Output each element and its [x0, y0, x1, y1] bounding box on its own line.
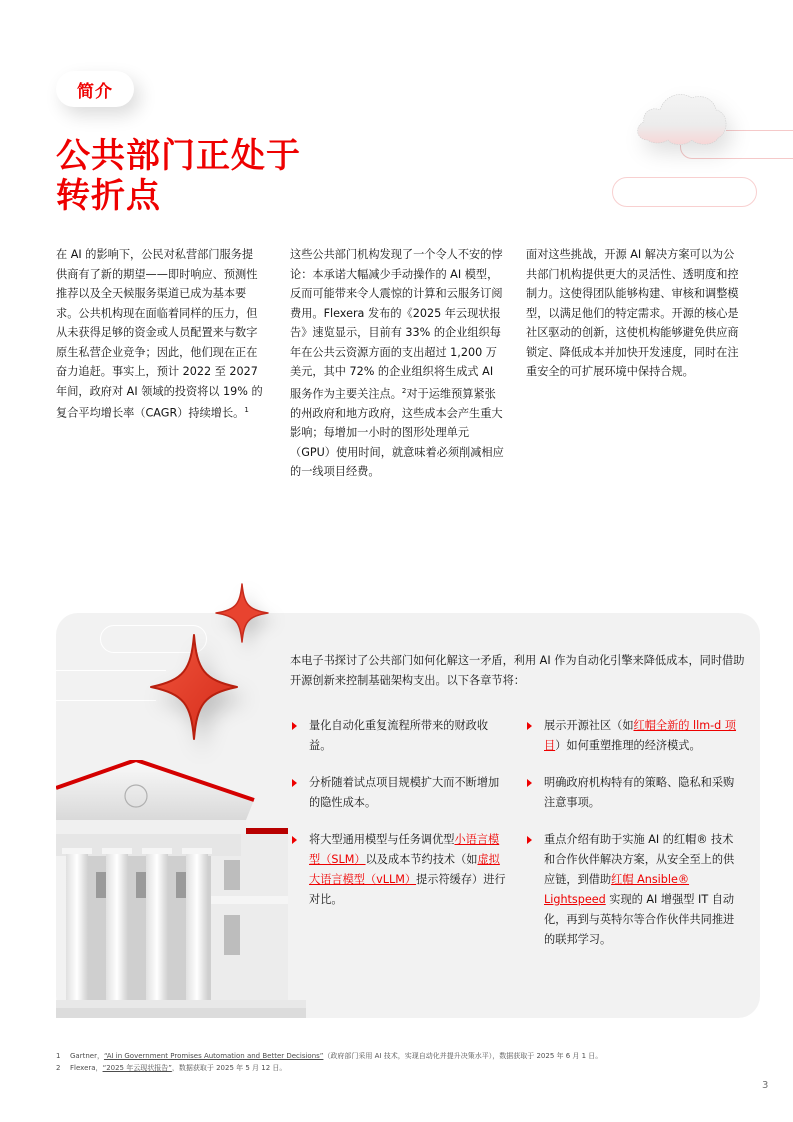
- decorative-line: [680, 145, 793, 159]
- paragraph-text: 在 AI 的影响下，公民对私营部门服务提供商有了新的期望——即时响应、预测性推荐以及全天候服务渠道已成为基本要求。公共机构现在面临着同样的压力，但从未获得足够的资金或人员配置来与数字原生私营企业竞争；因此，他们现在正在奋力追赶。事实上，预计 2022 至 2027 年间，政府对 AI 领域的投资将以 19% 的复合平均增长率（CAGR）持续增长。: [56, 248, 263, 420]
- list-item-text: 展示开源社区（如: [544, 719, 634, 732]
- footnote-text: ，数据获取于 2025 年 5 月 12 日。: [171, 1064, 287, 1072]
- triangle-bullet-icon: [292, 836, 297, 844]
- triangle-bullet-icon: [292, 779, 297, 787]
- paragraph-text: 对于运维预算紧张的州政府和地方政府，这些成本会产生重大影响；每增加一小时的图形处理单元（GPU）使用时间，就意味着必须削减相应的一线项目经费。: [290, 387, 504, 479]
- list-item: [292, 773, 507, 813]
- footnote-text: （政府部门采用 AI 技术，实现自动化并提升决策水平），数据获取于 2025 年 6 月 1 日。: [323, 1052, 603, 1060]
- panel-intro: 本电子书探讨了公共部门如何化解这一矛盾，利用 AI 作为自动化引擎来降低成本，同时借助开源创新来控制基础架构支出。以下各章节将：: [290, 654, 745, 687]
- list-item: [292, 830, 507, 910]
- list-item-text: 量化自动化重复流程所带来的财政收益。: [309, 719, 489, 752]
- footnote-link[interactable]: “2025 年云现状报告”: [102, 1064, 172, 1072]
- llm-d-link[interactable]: 红帽全新的 llm-d 项目: [544, 719, 737, 752]
- footnote-1: [56, 1050, 602, 1062]
- footnote-ref[interactable]: 2: [401, 386, 407, 395]
- list-item-text: 重点介绍有助于实施 AI 的红帽® 技术和合作伙伴解决方案，从安全至上的供应链，到借助: [544, 833, 735, 886]
- list-item: [292, 716, 507, 756]
- footnote-number: 1: [56, 1052, 61, 1060]
- title-line-1: 公共部门正处于: [56, 136, 301, 176]
- vllm-link[interactable]: 虚拟大语言模型（vLLM）: [309, 853, 500, 886]
- list-item-text: ）如何重塑推理的经济模式。: [555, 739, 701, 752]
- paragraph-text: 这些公共部门机构发现了一个令人不安的悖论：本承诺大幅减少手动操作的 AI 模型，反而可能带来令人震惊的计算和云服务订阅费用。Flexera 发布的《2025 年云现状报告》速览显示，目前有 33% 的企业组织每年在公共云资源方面的支出超过 1,200 万美元，其中 72% 的企业组织将生成式 AI 服务作为主要关注点。: [290, 248, 503, 401]
- list-item-text: 将大型通用模型与任务调优型: [309, 833, 455, 846]
- chapter-list-left: [292, 716, 507, 927]
- paragraph-text: 面对这些挑战，开源 AI 解决方案可以为公共部门机构提供更大的灵活性、透明度和控制力。这使得团队能够构建、审核和调整模型，以满足他们的特定需求。开源的核心是社区驱动的创新，这使机构能够避免供应商锁定、降低成本并加快开发速度，同时在注重安全的可扩展环境中保持合规。: [526, 248, 739, 378]
- list-item-text: 实现的 AI 增强型 IT 自动化，再到与英特尔等合作伙伴共同推进的联邦学习。: [544, 893, 735, 946]
- government-building-illustration: [56, 760, 306, 1018]
- sparkle-icon: [148, 632, 240, 742]
- list-item-text: 以及成本节约技术（如: [365, 853, 478, 866]
- list-item: [527, 773, 742, 813]
- list-item-text: 提示符缓存）进行对比。: [309, 873, 506, 906]
- list-item: [527, 716, 742, 756]
- body-column-3: [526, 245, 740, 382]
- slm-link[interactable]: 小语言模型（SLM）: [309, 833, 500, 866]
- triangle-bullet-icon: [527, 722, 532, 730]
- footnote-2: [56, 1062, 602, 1074]
- ansible-lightspeed-link[interactable]: 红帽 Ansible® Lightspeed: [544, 873, 690, 906]
- list-item: [527, 830, 742, 950]
- footnote-source: Gartner，: [70, 1052, 104, 1060]
- section-label: 简介: [56, 71, 134, 107]
- page-title: [56, 136, 301, 216]
- cloud-icon: [634, 88, 730, 146]
- decorative-pill-outline: [612, 177, 757, 207]
- footnote-number: 2: [56, 1064, 61, 1072]
- footnote-ref[interactable]: 1: [244, 406, 249, 414]
- page-number: 3: [762, 1080, 769, 1091]
- chapter-list-right: [527, 716, 742, 967]
- body-column-2: [290, 245, 506, 482]
- triangle-bullet-icon: [292, 722, 297, 730]
- footnotes: [56, 1050, 602, 1074]
- list-item-text: 明确政府机构特有的策略、隐私和采购注意事项。: [544, 776, 735, 809]
- decorative-line: [56, 700, 156, 701]
- footnote-source: Flexera，: [70, 1064, 103, 1072]
- triangle-bullet-icon: [527, 836, 532, 844]
- body-column-1: [56, 245, 264, 423]
- triangle-bullet-icon: [527, 779, 532, 787]
- title-line-2: 转折点: [56, 176, 161, 216]
- decorative-line: [726, 130, 793, 131]
- footnote-link[interactable]: “AI in Government Promises Automation and Better Decisions”: [103, 1052, 324, 1060]
- list-item-text: 分析随着试点项目规模扩大而不断增加的隐性成本。: [309, 776, 500, 809]
